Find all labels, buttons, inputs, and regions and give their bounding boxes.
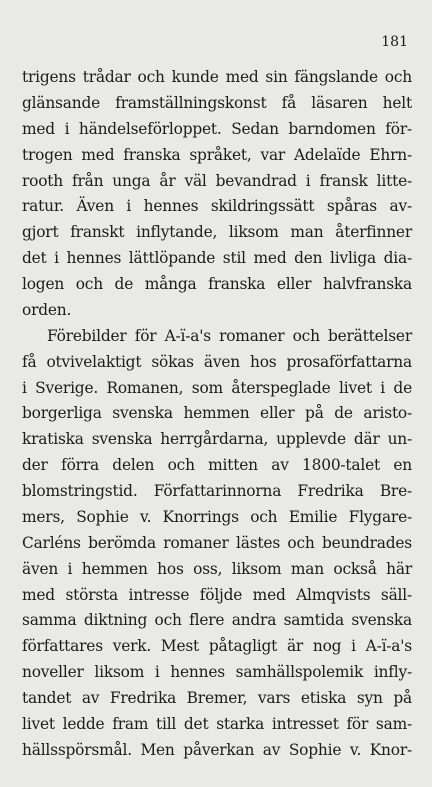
- text-line: glänsande framställningskonst få läsaren helt: [22, 93, 412, 112]
- text-line: Carléns berömda romaner lästes och beundrades: [22, 533, 412, 552]
- text-line: trogen med franska språket, var Adelaïde Ehrn-: [22, 145, 412, 164]
- text-line: hällsspörsmål. Men påverkan av Sophie v. Knor-: [22, 740, 412, 759]
- text-line: rooth från unga år väl bevandrad i fransk litte-: [22, 171, 412, 190]
- text-line: även i hemmen hos oss, liksom man också här: [22, 559, 412, 578]
- text-line: blomstringstid. Författarinnorna Fredrika Bre-: [22, 482, 412, 500]
- text-line: der förra delen och mitten av 1800-talet en: [22, 456, 412, 475]
- text-line: mers, Sophie v. Knorrings och Emilie Flygare-: [22, 507, 412, 526]
- text-line: logen och de många franska eller halvfranska: [22, 275, 412, 293]
- text-line: samma diktning och flere andra samtida svenska: [22, 611, 412, 630]
- text-line: orden.: [22, 300, 72, 319]
- text-line: med i händelseförloppet. Sedan barndomen för-: [22, 119, 412, 138]
- text-line: i Sverige. Romanen, som återspeglade livet i de: [22, 378, 412, 397]
- text-line: gjort franskt inflytande, liksom man återfinner: [22, 223, 412, 242]
- text-line: Förebilder för A-ï-a's romaner och berättelser: [47, 326, 412, 345]
- text-line: noveller liksom i hennes samhällspolemik infly-: [22, 663, 412, 682]
- text-line: borgerliga svenska hemmen eller på de aristo-: [22, 404, 412, 423]
- text-line: trigens trådar och kunde med sin fängslande och: [22, 68, 412, 86]
- text-line: det i hennes lättlöpande stil med den livliga dia-: [22, 249, 412, 268]
- text-line: få otvivelaktigt sökas även hos prosaförfattarna: [22, 352, 412, 371]
- text-line: författares verk. Mest påtagligt är nog i A-ï-a's: [22, 637, 412, 656]
- text-line: livet ledde fram till det starka intresset för sam-: [22, 714, 412, 733]
- text-line: tandet av Fredrika Bremer, vars etiska syn på: [22, 689, 412, 707]
- text-line: med största intresse följde med Almqvists säll-: [22, 585, 412, 604]
- text-line: kratiska svenska herrgårdarna, upplevde där un-: [22, 430, 412, 449]
- body-text: [22, 65, 412, 764]
- text-line: ratur. Även i hennes skildringssätt spåras av-: [22, 197, 412, 216]
- page-number: 181: [381, 34, 408, 50]
